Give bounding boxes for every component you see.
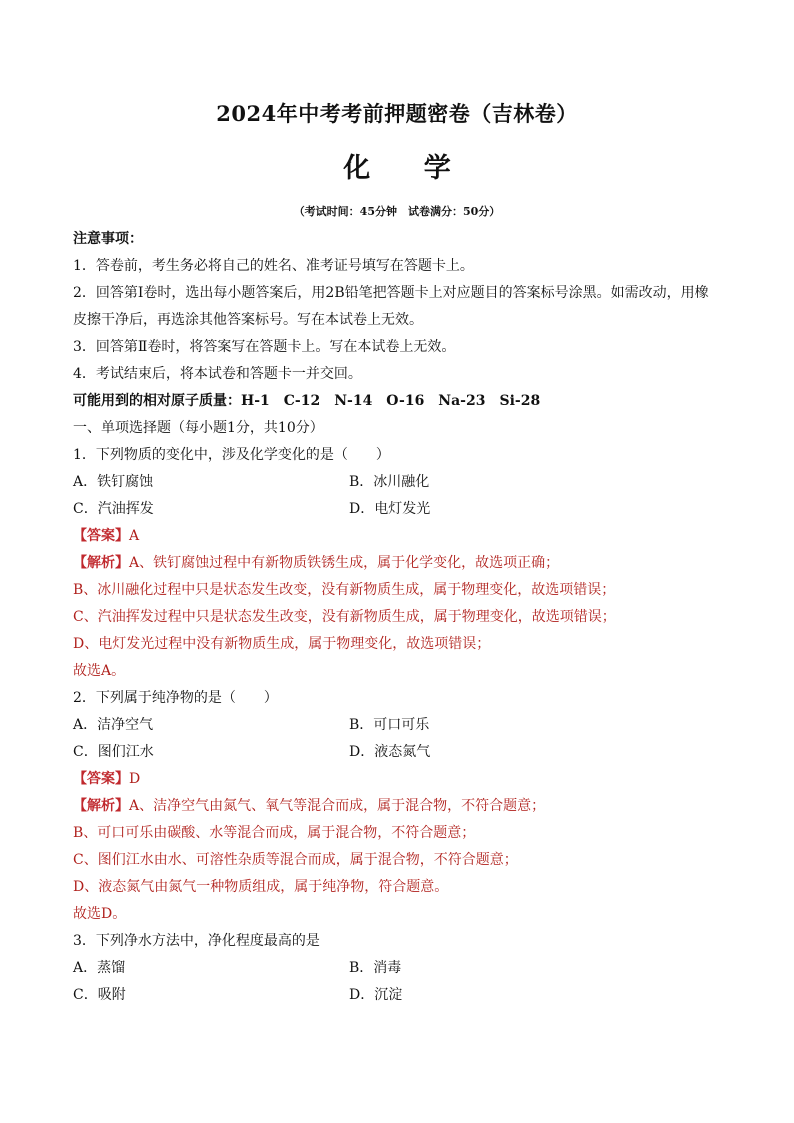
answer-line (73, 523, 733, 550)
answer-line (73, 766, 733, 793)
option-c: C．图们江水 (73, 744, 154, 760)
subject-title: 化 学 (343, 153, 473, 184)
analysis-text: A、洁净空气由氮气、氧气等混合而成，属于混合物，不符合题意； (129, 798, 546, 814)
option-row (73, 955, 733, 982)
question-stem: 1．下列物质的变化中，涉及化学变化的是（ ） (73, 447, 390, 463)
conclusion: 故选A。 (73, 663, 126, 679)
notice-item: 1．答卷前，考生务必将自己的姓名、准考证号填写在答题卡上。 (73, 258, 474, 274)
option-a: A．洁净空气 (73, 717, 154, 733)
option-a: A．铁钉腐蚀 (73, 474, 154, 490)
option-row (73, 739, 733, 766)
notice-item: 2．回答第Ⅰ卷时，选出每小题答案后，用2B铅笔把答题卡上对应题目的答案标号涂黑。如需改动，用橡 (73, 285, 709, 301)
option-row (73, 712, 733, 739)
exam-info: （考试时间：45分钟 试卷满分：50分） (293, 205, 501, 218)
option-c: C．吸附 (73, 987, 126, 1003)
analysis-line (73, 550, 733, 577)
option-row (73, 469, 733, 496)
analysis-text: D、液态氮气由氮气一种物质组成，属于纯净物，符合题意。 (73, 879, 449, 895)
page-title: 2024年中考考前押题密卷（吉林卷） (216, 101, 578, 126)
answer-value: A (129, 528, 140, 544)
analysis-text: C、图们江水由水、可溶性杂质等混合而成，属于混合物，不符合题意； (73, 852, 518, 868)
analysis-tag: 【解析】 (73, 798, 129, 814)
option-b: B．消毒 (349, 960, 402, 976)
option-b: B．可口可乐 (349, 717, 430, 733)
option-row (73, 496, 733, 523)
answer-tag: 【答案】 (73, 528, 129, 544)
analysis-text: C、汽油挥发过程中只是状态发生改变，没有新物质生成，属于物理变化，故选项错误； (73, 609, 616, 625)
exam-content (73, 226, 733, 1009)
question-stem: 2．下列属于纯净物的是（ ） (73, 690, 278, 706)
question-stem: 3．下列净水方法中，净化程度最高的是 (73, 933, 320, 949)
option-d: D．液态氮气 (349, 744, 431, 760)
option-d: D．电灯发光 (349, 501, 431, 517)
analysis-text: B、可口可乐由碳酸、水等混合而成，属于混合物，不符合题意； (73, 825, 476, 841)
option-d: D．沉淀 (349, 987, 403, 1003)
notice-heading: 注意事项： (73, 231, 143, 247)
analysis-text: B、冰川融化过程中只是状态发生改变，没有新物质生成，属于物理变化，故选项错误； (73, 582, 616, 598)
option-c: C．汽油挥发 (73, 501, 154, 517)
option-a: A．蒸馏 (73, 960, 126, 976)
answer-tag: 【答案】 (73, 771, 129, 787)
analysis-line (73, 793, 733, 820)
answer-value: D (129, 771, 141, 787)
notice-item: 4．考试结束后，将本试卷和答题卡一并交回。 (73, 366, 362, 382)
analysis-tag: 【解析】 (73, 555, 129, 571)
analysis-text: D、电灯发光过程中没有新物质生成，属于物理变化，故选项错误； (73, 636, 491, 652)
option-b: B．冰川融化 (349, 474, 430, 490)
atomic-mass-line: 可能用到的相对原子质量：H-1 C-12 N-14 O-16 Na-23 Si-28 (73, 393, 541, 409)
option-row (73, 982, 733, 1009)
notice-item: 3．回答第Ⅱ卷时，将答案写在答题卡上。写在本试卷上无效。 (73, 339, 456, 355)
section-heading: 一、单项选择题（每小题1分，共10分） (73, 420, 324, 436)
analysis-text: A、铁钉腐蚀过程中有新物质铁锈生成，属于化学变化，故选项正确； (129, 555, 560, 571)
conclusion: 故选D。 (73, 906, 127, 922)
notice-item: 皮擦干净后，再选涂其他答案标号。写在本试卷上无效。 (73, 312, 423, 328)
